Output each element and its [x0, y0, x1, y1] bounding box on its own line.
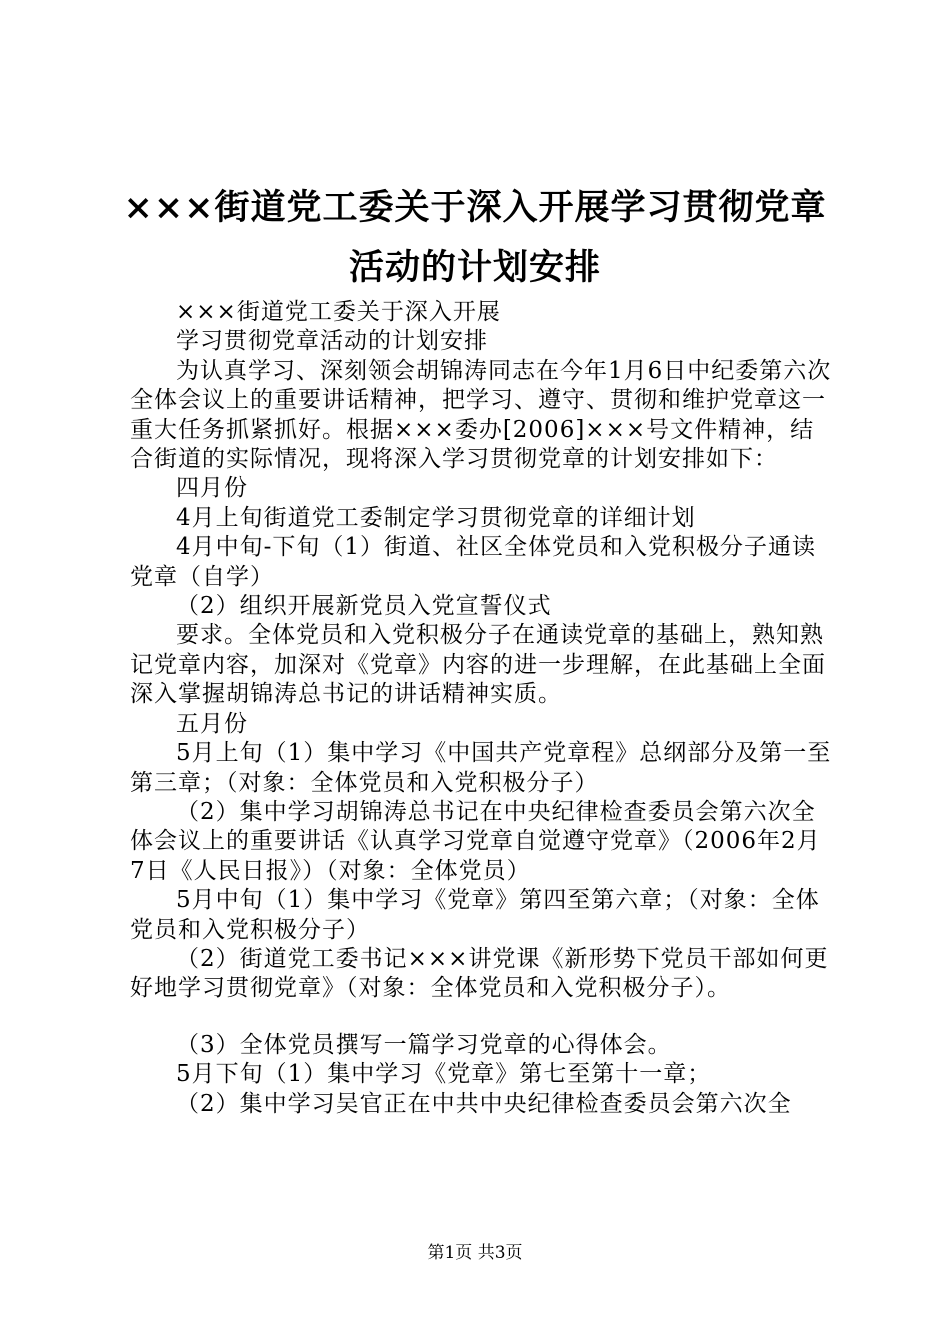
paragraph-spacer — [130, 1004, 835, 1031]
paragraph: 5月上旬（1）集中学习《中国共产党章程》总纲部分及第一至第三章；（对象：全体党员和入党积极分子） — [130, 740, 832, 796]
paragraph: （2）集中学习吴官正在中共中央纪律检查委员会第六次全 — [176, 1090, 792, 1117]
section-heading-april: 四月份 — [176, 475, 248, 502]
subtitle-line2: 学习贯彻党章活动的计划安排 — [176, 328, 488, 355]
document-title-line2: 活动的计划安排 — [348, 247, 601, 288]
paragraph-intro: 为认真学习、深刻领会胡锦涛同志在今年1月6日中纪委第六次全体会议上的重要讲话精神，把学习、遵守、贯彻和维护党章这一重大任务抓紧抓好。根据×××委办[2006]×××号文件精神，结合街道的实际情况，现将深入学习贯彻党章的计划安排如下： — [130, 357, 832, 473]
paragraph: （2）组织开展新党员入党宣誓仪式 — [176, 593, 552, 620]
page-number-footer: 第1页 共3页 — [427, 1243, 523, 1263]
paragraph: （3）全体党员撰写一篇学习党章的心得体会。 — [176, 1031, 672, 1058]
paragraph: 5月中旬（1）集中学习《党章》第四至第六章；（对象：全体党员和入党积极分子） — [130, 887, 820, 943]
paragraph: 5月下旬（1）集中学习《党章》第七至第十一章； — [176, 1061, 712, 1088]
paragraph: 4月中旬-下旬（1）街道、社区全体党员和入党积极分子通读党章（自学） — [130, 534, 817, 590]
subtitle-line1: ×××街道党工委关于深入开展 — [176, 299, 501, 325]
paragraph-requirement: 要求。全体党员和入党积极分子在通读党章的基础上，熟知熟记党章内容，加深对《党章》内容的进一步理解，在此基础上全面深入掌握胡锦涛总书记的讲话精神实质。 — [130, 622, 826, 708]
paragraph: （2）集中学习胡锦涛总书记在中央纪律检查委员会第六次全体会议上的重要讲话《认真学习党章自觉遵守党章》（2006年2月7日《人民日报》）（对象：全体党员） — [130, 798, 821, 884]
paragraph: 4月上旬街道党工委制定学习贯彻党章的详细计划 — [176, 504, 696, 531]
document-body — [130, 298, 835, 1119]
paragraph: （2）街道党工委书记×××讲党课《新形势下党员干部如何更好地学习贯彻党章》（对象：全体党员和入党积极分子）。 — [130, 945, 829, 1002]
document-title-line1: ×××街道党工委关于深入开展学习贯彻党章 — [123, 187, 827, 228]
section-heading-may: 五月份 — [176, 710, 248, 737]
